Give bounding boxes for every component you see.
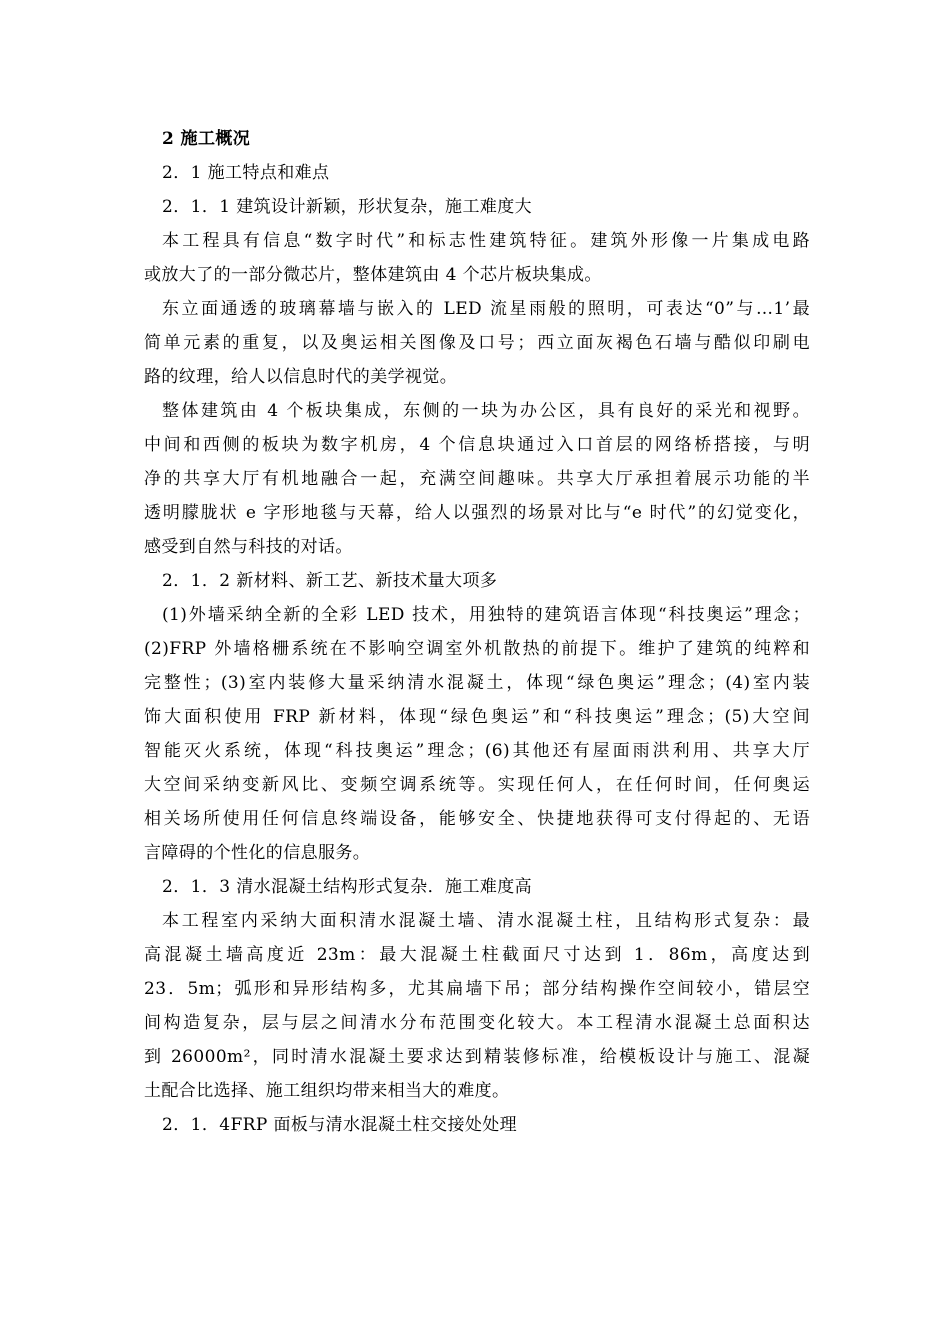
document-page [144,122,810,1142]
paragraph-line: 东立面通透的玻璃幕墙与嵌入的 LED 流星雨般的照明，可表达“0”与…1’最 [162,299,810,319]
paragraph-line: 感受到自然与科技的对话。 [144,537,353,557]
paragraph-line: 路的纹理，给人以信息时代的美学视觉。 [144,367,458,387]
paragraph-line: 净的共享大厅有机地融合一起，充满空间趣味。共享大厅承担着展示功能的半 [144,469,810,489]
paragraph-line: (2)FRP 外墙格栅系统在不影响空调室外机散热的前提下。维护了建筑的纯粹和 [144,639,810,659]
paragraph-line: 23．5m；弧形和异形结构多，尤其扁墙下吊；部分结构操作空间较小，错层空 [144,979,810,999]
paragraph-line: 言障碍的个性化的信息服务。 [144,843,371,863]
paragraph-line: 中间和西侧的板块为数字机房，4 个信息块通过入口首层的网络桥搭接，与明 [144,435,810,455]
paragraph-line: 简单元素的重复，以及奥运相关图像及口号；西立面灰褐色石墙与酷似印刷电 [144,333,810,353]
section-heading: 2 施工概况 [162,129,251,149]
subsection-heading: 2．1．2 新材料、新工艺、新技术量大项多 [162,571,498,591]
paragraph-line: 整体建筑由 4 个板块集成，东侧的一块为办公区，具有良好的采光和视野。 [162,401,810,421]
paragraph-line: 大空间采纳变新风比、变频空调系统等。实现任何人，在任何时间，任何奥运 [144,775,810,795]
paragraph-line: 智能灭火系统，体现“科技奥运”理念；(6)其他还有屋面雨洪利用、共享大厅 [144,741,810,761]
paragraph-line: 饰大面积使用 FRP 新材料，体现“绿色奥运”和“科技奥运”理念；(5)大空间 [144,707,810,727]
subsection-heading: 2．1 施工特点和难点 [162,163,330,183]
paragraph-line: 到 26000m²，同时清水混凝土要求达到精装修标准，给模板设计与施工、混凝 [144,1047,810,1067]
paragraph-line: 本工程室内采纳大面积清水混凝土墙、清水混凝土柱，且结构形式复杂：最 [162,911,810,931]
paragraph-line: 间构造复杂，层与层之间清水分布范围变化较大。本工程清水混凝土总面积达 [144,1013,810,1033]
paragraph-line: 本工程具有信息“数字时代”和标志性建筑特征。建筑外形像一片集成电路 [162,231,810,251]
paragraph-line: 或放大了的一部分微芯片，整体建筑由 4 个芯片板块集成。 [144,265,602,285]
subsection-heading: 2．1．3 清水混凝土结构形式复杂．施工难度高 [162,877,533,897]
subsection-heading: 2．1．4FRP 面板与清水混凝土柱交接处处理 [162,1115,518,1135]
paragraph-line: 高混凝土墙高度近 23m：最大混凝土柱截面尺寸达到 1．86m，高度达到 [144,945,810,965]
paragraph-line: 土配合比选择、施工组织均带来相当大的难度。 [144,1081,510,1101]
paragraph-line: 完整性；(3)室内装修大量采纳清水混凝土，体现“绿色奥运”理念；(4)室内装 [144,673,810,693]
paragraph-line: 透明朦胧状 e 字形地毯与天幕，给人以强烈的场景对比与“e 时代”的幻觉变化， [144,503,810,523]
paragraph-line: (1)外墙采纳全新的全彩 LED 技术，用独特的建筑语言体现“科技奥运”理念； [162,605,810,625]
subsection-heading: 2．1．1 建筑设计新颖，形状复杂，施工难度大 [162,197,533,217]
paragraph-line: 相关场所使用任何信息终端设备，能够安全、快捷地获得可支付得起的、无语 [144,809,810,829]
